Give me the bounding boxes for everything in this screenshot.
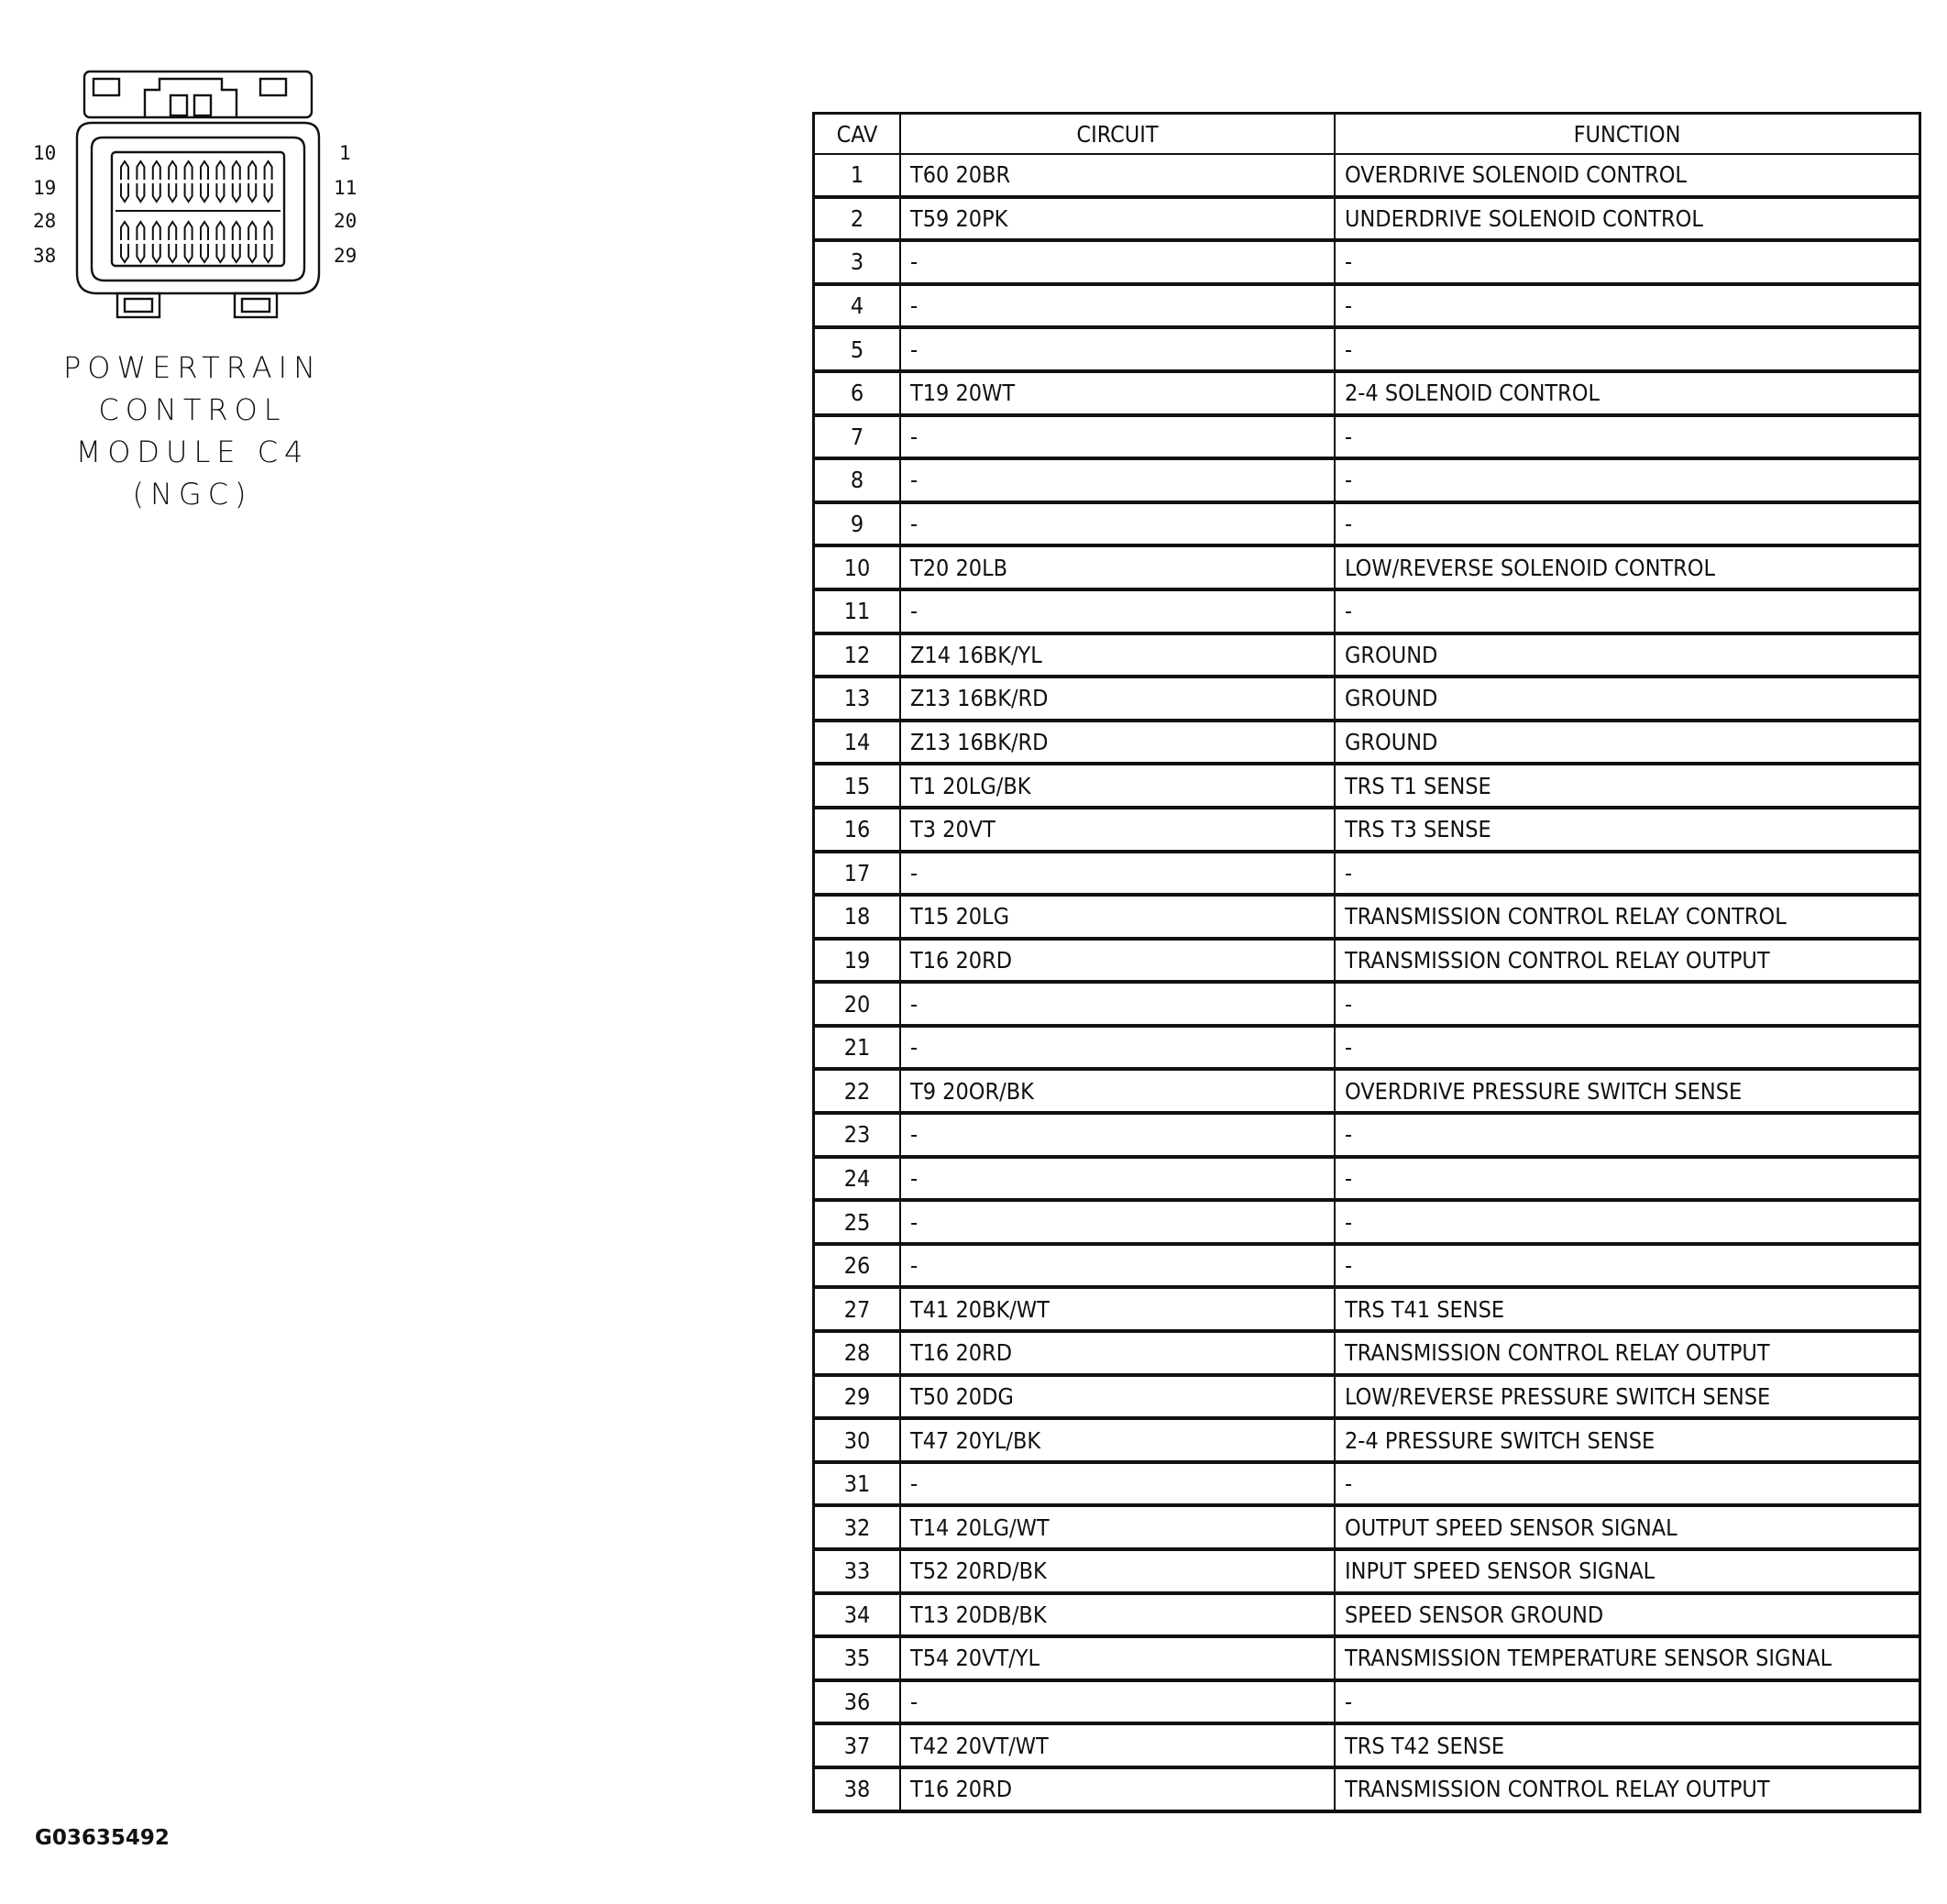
- connector-pin: [233, 183, 240, 202]
- cav-cell: 16: [814, 808, 901, 852]
- connector-pin: [248, 183, 256, 202]
- cav-cell: 23: [814, 1113, 901, 1157]
- connector-pin: [201, 244, 208, 262]
- circuit-cell: -: [900, 284, 1335, 328]
- circuit-cell: -: [900, 982, 1335, 1026]
- table-row: [814, 939, 1920, 983]
- table-row: [814, 1462, 1920, 1506]
- cav-cell: 22: [814, 1069, 901, 1113]
- table-row: [814, 284, 1920, 328]
- connector-pin: [169, 161, 176, 180]
- table-row: [814, 545, 1920, 589]
- connector-pin: [248, 222, 256, 240]
- cav-cell: 27: [814, 1287, 901, 1331]
- circuit-cell: -: [900, 1026, 1335, 1070]
- table-row: [814, 1113, 1920, 1157]
- connector-pin: [233, 222, 240, 240]
- pinout-table: [812, 112, 1921, 1813]
- cav-cell: 8: [814, 458, 901, 502]
- table-row: [814, 764, 1920, 808]
- table-row: [814, 677, 1920, 721]
- table-row: [814, 327, 1920, 371]
- table-row: [814, 1157, 1920, 1201]
- circuit-cell: -: [900, 852, 1335, 896]
- table-row: [814, 633, 1920, 677]
- connector-pin: [216, 183, 224, 202]
- circuit-cell: T52 20RD/BK: [900, 1549, 1335, 1593]
- function-cell: -: [1335, 1113, 1920, 1157]
- table-row: [814, 808, 1920, 852]
- cav-cell: 34: [814, 1593, 901, 1637]
- function-cell: TRANSMISSION CONTROL RELAY OUTPUT: [1335, 1767, 1920, 1811]
- connector-pin: [153, 183, 160, 202]
- connector-pin: [201, 161, 208, 180]
- circuit-cell: T3 20VT: [900, 808, 1335, 852]
- cav-cell: 5: [814, 327, 901, 371]
- function-cell: TRANSMISSION CONTROL RELAY OUTPUT: [1335, 1331, 1920, 1375]
- connector-pin: [233, 161, 240, 180]
- cav-cell: 19: [814, 939, 901, 983]
- table-row: [814, 1723, 1920, 1767]
- circuit-cell: -: [900, 1462, 1335, 1506]
- function-cell: -: [1335, 240, 1920, 284]
- circuit-cell: -: [900, 458, 1335, 502]
- connector-pin: [265, 244, 272, 262]
- circuit-cell: -: [900, 327, 1335, 371]
- pin-label-10: 10: [33, 142, 57, 164]
- circuit-cell: T16 20RD: [900, 939, 1335, 983]
- table-row: [814, 1026, 1920, 1070]
- cav-cell: 29: [814, 1375, 901, 1419]
- function-cell: SPEED SENSOR GROUND: [1335, 1593, 1920, 1637]
- connector-title-line-2: CONTROL: [98, 392, 287, 427]
- table-row: [814, 1244, 1920, 1288]
- header-cav: CAV: [814, 114, 901, 155]
- function-cell: TRS T41 SENSE: [1335, 1287, 1920, 1331]
- table-row: [814, 240, 1920, 284]
- table-row: [814, 721, 1920, 765]
- cav-cell: 33: [814, 1549, 901, 1593]
- circuit-cell: Z13 16BK/RD: [900, 721, 1335, 765]
- table-row: [814, 852, 1920, 896]
- table-row: [814, 1069, 1920, 1113]
- connector-pin: [185, 161, 192, 180]
- pin-label-1: 1: [339, 142, 351, 164]
- cav-cell: 7: [814, 415, 901, 459]
- connector-pin: [248, 244, 256, 262]
- connector-pins: [116, 161, 280, 262]
- function-cell: -: [1335, 502, 1920, 546]
- connector-pin: [137, 244, 144, 262]
- function-cell: -: [1335, 327, 1920, 371]
- circuit-cell: T1 20LG/BK: [900, 764, 1335, 808]
- circuit-cell: T20 20LB: [900, 545, 1335, 589]
- table-row: [814, 1636, 1920, 1680]
- circuit-cell: T54 20VT/YL: [900, 1636, 1335, 1680]
- circuit-cell: -: [900, 502, 1335, 546]
- function-cell: -: [1335, 1680, 1920, 1724]
- function-cell: TRANSMISSION CONTROL RELAY OUTPUT: [1335, 939, 1920, 983]
- function-cell: -: [1335, 284, 1920, 328]
- table-row: [814, 1331, 1920, 1375]
- circuit-cell: -: [900, 1200, 1335, 1244]
- cav-cell: 13: [814, 677, 901, 721]
- connector-face-diagram: [28, 64, 367, 330]
- connector-pin: [121, 161, 128, 180]
- connector-pin: [121, 222, 128, 240]
- connector-pin: [185, 222, 192, 240]
- function-cell: TRANSMISSION CONTROL RELAY CONTROL: [1335, 895, 1920, 939]
- pin-label-11: 11: [334, 177, 358, 199]
- connector-pin: [153, 244, 160, 262]
- function-cell: GROUND: [1335, 721, 1920, 765]
- function-cell: -: [1335, 415, 1920, 459]
- function-cell: OVERDRIVE PRESSURE SWITCH SENSE: [1335, 1069, 1920, 1113]
- cav-cell: 31: [814, 1462, 901, 1506]
- cav-cell: 37: [814, 1723, 901, 1767]
- function-cell: TRANSMISSION TEMPERATURE SENSOR SIGNAL: [1335, 1636, 1920, 1680]
- connector-pin: [216, 222, 224, 240]
- function-cell: GROUND: [1335, 633, 1920, 677]
- cav-cell: 9: [814, 502, 901, 546]
- circuit-cell: T59 20PK: [900, 197, 1335, 241]
- cav-cell: 1: [814, 154, 901, 197]
- connector-pin: [169, 183, 176, 202]
- function-cell: -: [1335, 1026, 1920, 1070]
- connector-pin: [153, 222, 160, 240]
- connector-pin: [137, 161, 144, 180]
- pin-label-20: 20: [334, 210, 358, 232]
- connector-pin: [121, 183, 128, 202]
- table-row: [814, 502, 1920, 546]
- circuit-cell: T47 20YL/BK: [900, 1418, 1335, 1462]
- function-cell: -: [1335, 852, 1920, 896]
- circuit-cell: T60 20BR: [900, 154, 1335, 197]
- table-row: [814, 415, 1920, 459]
- connector-title-line-1: POWERTRAIN: [63, 350, 322, 385]
- connector-pin: [233, 244, 240, 262]
- circuit-cell: Z13 16BK/RD: [900, 677, 1335, 721]
- connector-pin: [265, 222, 272, 240]
- function-cell: TRS T42 SENSE: [1335, 1723, 1920, 1767]
- function-cell: 2-4 SOLENOID CONTROL: [1335, 371, 1920, 415]
- connector-pin: [216, 161, 224, 180]
- cav-cell: 25: [814, 1200, 901, 1244]
- cav-cell: 12: [814, 633, 901, 677]
- cav-cell: 11: [814, 589, 901, 633]
- table-row: [814, 1549, 1920, 1593]
- function-cell: LOW/REVERSE SOLENOID CONTROL: [1335, 545, 1920, 589]
- cav-cell: 4: [814, 284, 901, 328]
- circuit-cell: T42 20VT/WT: [900, 1723, 1335, 1767]
- table-row: [814, 1767, 1920, 1811]
- cav-cell: 15: [814, 764, 901, 808]
- table-row: [814, 1287, 1920, 1331]
- function-cell: TRS T1 SENSE: [1335, 764, 1920, 808]
- cav-cell: 32: [814, 1505, 901, 1549]
- function-cell: TRS T3 SENSE: [1335, 808, 1920, 852]
- table-row: [814, 1200, 1920, 1244]
- connector-pin: [169, 244, 176, 262]
- table-row: [814, 1375, 1920, 1419]
- circuit-cell: T13 20DB/BK: [900, 1593, 1335, 1637]
- circuit-cell: T15 20LG: [900, 895, 1335, 939]
- connector-title-line-3: MODULE C4: [75, 435, 310, 469]
- cav-cell: 30: [814, 1418, 901, 1462]
- header-circuit: CIRCUIT: [900, 114, 1335, 155]
- cav-cell: 10: [814, 545, 901, 589]
- circuit-cell: Z14 16BK/YL: [900, 633, 1335, 677]
- function-cell: GROUND: [1335, 677, 1920, 721]
- table-row: [814, 1418, 1920, 1462]
- table-row: [814, 982, 1920, 1026]
- circuit-cell: T16 20RD: [900, 1331, 1335, 1375]
- table-row: [814, 1505, 1920, 1549]
- function-cell: -: [1335, 1244, 1920, 1288]
- cav-cell: 14: [814, 721, 901, 765]
- table-row: [814, 154, 1920, 197]
- cav-cell: 2: [814, 197, 901, 241]
- circuit-cell: -: [900, 1157, 1335, 1201]
- pin-label-19: 19: [33, 177, 57, 199]
- cav-cell: 3: [814, 240, 901, 284]
- circuit-cell: -: [900, 1244, 1335, 1288]
- connector-pin: [153, 161, 160, 180]
- connector-title: [55, 347, 330, 515]
- table-row: [814, 197, 1920, 241]
- cav-cell: 6: [814, 371, 901, 415]
- table-row: [814, 1593, 1920, 1637]
- figure-id: G03635492: [35, 1826, 170, 1850]
- pinout-table-body: [814, 154, 1920, 1811]
- cav-cell: 28: [814, 1331, 901, 1375]
- cav-cell: 20: [814, 982, 901, 1026]
- table-row: [814, 895, 1920, 939]
- connector-pin: [169, 222, 176, 240]
- pin-label-38: 38: [33, 245, 57, 267]
- cav-cell: 26: [814, 1244, 901, 1288]
- function-cell: 2-4 PRESSURE SWITCH SENSE: [1335, 1418, 1920, 1462]
- cav-cell: 24: [814, 1157, 901, 1201]
- connector-pin: [201, 222, 208, 240]
- connector-pin: [265, 161, 272, 180]
- cav-cell: 21: [814, 1026, 901, 1070]
- connector-body: [77, 72, 319, 317]
- connector-title-line-4: (NGC): [132, 477, 253, 512]
- table-row: [814, 371, 1920, 415]
- circuit-cell: -: [900, 415, 1335, 459]
- connector-pin: [201, 183, 208, 202]
- circuit-cell: -: [900, 240, 1335, 284]
- circuit-cell: T50 20DG: [900, 1375, 1335, 1419]
- header-function: FUNCTION: [1335, 114, 1920, 155]
- function-cell: -: [1335, 458, 1920, 502]
- function-cell: OVERDRIVE SOLENOID CONTROL: [1335, 154, 1920, 197]
- circuit-cell: -: [900, 589, 1335, 633]
- connector-pin: [265, 183, 272, 202]
- circuit-cell: T16 20RD: [900, 1767, 1335, 1811]
- function-cell: -: [1335, 1200, 1920, 1244]
- function-cell: -: [1335, 1157, 1920, 1201]
- function-cell: -: [1335, 1462, 1920, 1506]
- table-header-row: [814, 114, 1920, 155]
- cav-cell: 36: [814, 1680, 901, 1724]
- function-cell: LOW/REVERSE PRESSURE SWITCH SENSE: [1335, 1375, 1920, 1419]
- cav-cell: 35: [814, 1636, 901, 1680]
- circuit-cell: -: [900, 1680, 1335, 1724]
- circuit-cell: -: [900, 1113, 1335, 1157]
- circuit-cell: T14 20LG/WT: [900, 1505, 1335, 1549]
- circuit-cell: T9 20OR/BK: [900, 1069, 1335, 1113]
- function-cell: INPUT SPEED SENSOR SIGNAL: [1335, 1549, 1920, 1593]
- function-cell: OUTPUT SPEED SENSOR SIGNAL: [1335, 1505, 1920, 1549]
- circuit-cell: T19 20WT: [900, 371, 1335, 415]
- function-cell: UNDERDRIVE SOLENOID CONTROL: [1335, 197, 1920, 241]
- cav-cell: 17: [814, 852, 901, 896]
- connector-pin: [137, 222, 144, 240]
- connector-pin: [216, 244, 224, 262]
- pin-label-28: 28: [33, 210, 57, 232]
- connector-pin: [185, 244, 192, 262]
- table-row: [814, 1680, 1920, 1724]
- connector-pin: [121, 244, 128, 262]
- connector-pin: [248, 161, 256, 180]
- cav-cell: 18: [814, 895, 901, 939]
- pin-label-29: 29: [334, 245, 358, 267]
- cav-cell: 38: [814, 1767, 901, 1811]
- function-cell: -: [1335, 589, 1920, 633]
- function-cell: -: [1335, 982, 1920, 1026]
- circuit-cell: T41 20BK/WT: [900, 1287, 1335, 1331]
- connector-pin: [185, 183, 192, 202]
- table-row: [814, 589, 1920, 633]
- connector-pin: [137, 183, 144, 202]
- table-row: [814, 458, 1920, 502]
